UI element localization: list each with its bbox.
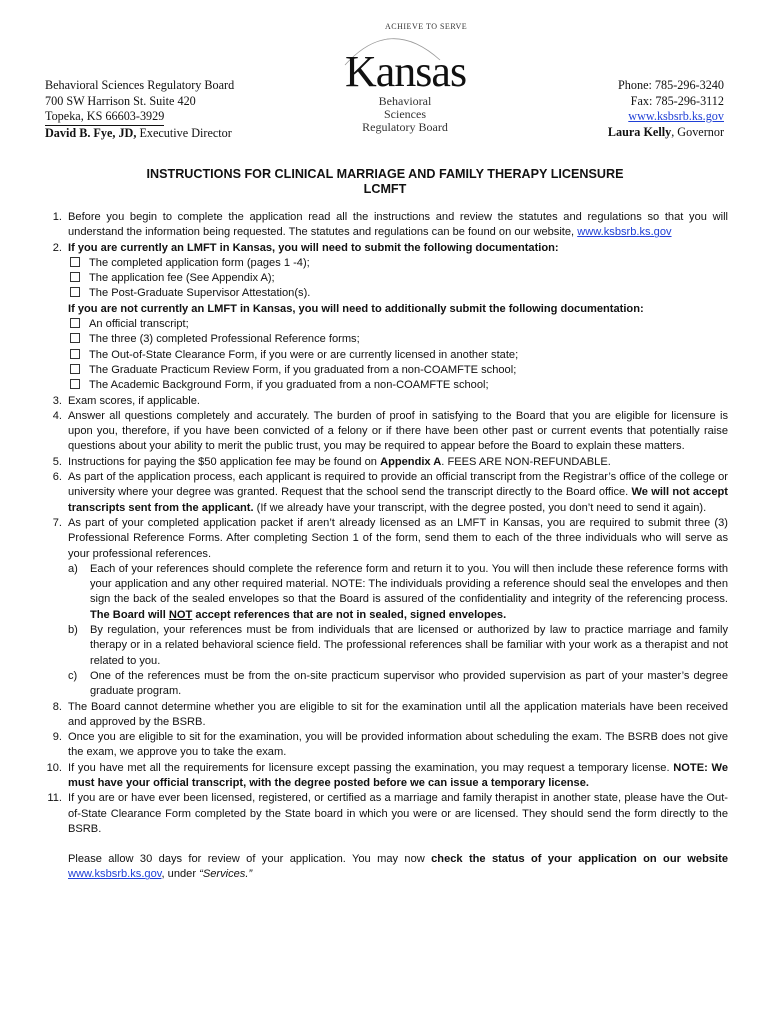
- checkbox-icon: [70, 272, 80, 282]
- director-line: [45, 126, 234, 142]
- logo-motto: ACHIEVE TO SERVE: [385, 22, 468, 31]
- checklist-item: The Academic Background Form, if you graduated from a non-COAMFTE school;: [68, 378, 728, 393]
- instruction-item-9: 9. Once you are eligible to sit for the examination, you will be provided information about scheduling the exam. The BSRB does not give the exam, we approve you to take the exam.: [52, 731, 728, 759]
- document-title: INSTRUCTIONS FOR CLINICAL MARRIAGE AND FAMILY THERAPY LICENSURE LCMFT: [146, 167, 624, 196]
- sub-item-b: b) By regulation, your references must be from individuals that are licensed or authorized by law to practice marriage and family therapy or in a related behavioral science field. The professional references shall be familiar with your work as a therapist and not related to you.: [68, 624, 728, 667]
- checklist-item: The Out-of-State Clearance Form, if you were or are currently licensed in another state;: [68, 348, 728, 363]
- checkbox-icon: [70, 287, 80, 297]
- instruction-item-2: 2. If you are currently an LMFT in Kansas, you will need to submit the following documentation: The completed application form (pages 1 -4); The application fee (See Appendix A); The Post-Graduate Supervisor Attestation(s). If you are not currently an LMFT in Kansas, you will need to additionally submit the following documentation: An official transcript; The three (3) completed Professional Reference forms; The Out-of-State Clearance Form, if you were or are currently licensed in another state; The Graduate Practicum Review Form, if you graduated from a non-COAMFTE school; The Academic Background Form, if you graduated from a non-COAMFTE school;: [40, 241, 728, 394]
- checkbox-icon: [70, 318, 80, 328]
- instruction-item-8: 8. The Board cannot determine whether you are eligible to sit for the examination until all the application materials have been received and approved by the BSRB.: [52, 700, 728, 728]
- fax: Fax: 785-296-3112: [630, 93, 724, 108]
- governor-line: [608, 125, 724, 141]
- checkbox-icon: [70, 364, 80, 374]
- sub-item-c: c) One of the references must be from the on-site practicum supervisor who provided supervision as part of your master’s degree graduate program.: [68, 669, 728, 698]
- city-address: Topeka, KS 66603-3929: [45, 109, 234, 126]
- checklist-item: An official transcript;: [68, 317, 728, 332]
- closing-paragraph: Please allow 30 days for review of your application. You may now check the status of your application on our website www.ksbsrb.ks.gov, under “Services.”: [68, 853, 728, 881]
- letterhead: [0, 0, 770, 150]
- item-2-heading: If you are currently an LMFT in Kansas, you will need to submit the following documentation:: [68, 241, 559, 254]
- street-address: 700 SW Harrison St. Suite 420: [45, 93, 196, 108]
- kansas-bsrb-logo: [300, 20, 480, 134]
- checklist-item: The completed application form (pages 1 -4);: [68, 256, 728, 271]
- website-link-inline[interactable]: www.ksbsrb.ks.gov: [577, 226, 672, 239]
- board-address: [45, 78, 234, 141]
- checklist-item: The three (3) completed Professional Reference forms;: [68, 332, 728, 347]
- website-link[interactable]: www.ksbsrb.ks.gov: [628, 109, 724, 123]
- director-name: David B. Fye, JD,: [45, 125, 137, 140]
- checkbox-icon: [70, 257, 80, 267]
- status-website-link[interactable]: www.ksbsrb.ks.gov: [68, 868, 162, 881]
- item-2-heading-additional: If you are not currently an LMFT in Kansas, you will need to additionally submit the following documentation:: [68, 302, 644, 315]
- instruction-item-4: 4. Answer all questions completely and accurately. The burden of proof in satisfying to the Board that you are eligible for licensure is upon you, therefore, if you have been convicted of a felony or if there have been other past or current events that potentially raise questions about your ability to merit the public trust, you may be required to appear before the Board to explain these matters.: [52, 409, 728, 453]
- checklist-item: The Post-Graduate Supervisor Attestation(s).: [68, 286, 728, 301]
- instruction-item-10: 10. If you have met all the requirements for licensure except passing the examination, you may request a temporary license. NOTE: We must have your official transcript, with the degree posted before we can issue a temporary license.: [46, 761, 728, 789]
- director-title: Executive Director: [136, 125, 232, 140]
- governor-title: , Governor: [671, 124, 724, 139]
- phone: Phone: 785-296-3240: [618, 78, 724, 92]
- checklist-item: The Graduate Practicum Review Form, if you graduated from a non-COAMFTE school;: [68, 363, 728, 378]
- board-name: Behavioral Sciences Regulatory Board: [45, 78, 235, 92]
- instruction-item-6: 6. As part of the application process, each applicant is required to provide an official transcript from the Registrar’s office of the college or university where your degree was granted. Request that the school send the transcript directly to the Board office. We will not accept transcripts sent from the applicant. (If we already have your transcript, with the degree posted, you don’t need to send it again).: [52, 471, 728, 514]
- logo-subtitle: Behavioral Sciences Regulatory Board: [362, 94, 448, 134]
- instruction-item-3: 3. Exam scores, if applicable.: [52, 394, 200, 407]
- checkbox-icon: [70, 379, 80, 389]
- governor-name: Laura Kelly: [607, 124, 672, 139]
- sub-item-a: a) Each of your references should complete the reference form and return it to you. You will then include these reference forms with your application and any other required material. NOTE: The individuals providing a reference should seal the envelopes and then sign the back of the sealed envelopes so that the Board is assured of the confidentiality and integrity of the referencing process. The Board will NOT accept references that are not in sealed, signed envelopes.: [68, 562, 728, 621]
- logo-wordmark: Kansas: [345, 47, 467, 96]
- checkbox-icon: [70, 333, 80, 343]
- instruction-item-11: 11. If you are or have ever been licensed, registered, or certified as a marriage and family therapist in another state, please have the Out-of-State Clearance Form completed by the State board in which you were or are licensed. They should send the form directly to the BSRB.: [47, 792, 728, 835]
- instructions-list: [40, 210, 728, 883]
- instruction-item-1: 1. Before you begin to complete the application read all the instructions and review the statutes and regulations so that you will understand the information being requested. The statutes and regulations can be found on our website, www.ksbsrb.ks.gov: [52, 211, 728, 239]
- checklist-item: The application fee (See Appendix A);: [68, 271, 728, 286]
- instruction-item-7: 7. As part of your completed application packet if aren’t already licensed as an LMFT in Kansas, you are required to submit three (3) Professional Reference Forms. After completing Section 1 of the form, send them to each of the three individuals who will serve as your professional references. a) Each of your references should complete the reference form and return it to you. You will then include these reference forms with your application and any other required material. NOTE: The individuals providing a reference should seal the envelopes and then sign the back of the sealed envelopes so that the Board is assured of the confidentiality and integrity of the referencing process. The Board will NOT accept references that are not in sealed, signed envelopes. b) By regulation, your references must be from individuals that are licensed or authorized by law to practice marriage and family therapy or in a related behavioral science field. The professional references shall be familiar with your work as a therapist and not related to you. c) One of the references must be from the on-site practicum supervisor who provided supervision as part of your master’s degree graduate program.: [40, 516, 728, 700]
- checkbox-icon: [70, 349, 80, 359]
- board-contact: [608, 78, 724, 140]
- instruction-item-5: 5. Instructions for paying the $50 application fee may be found on Appendix A. FEES ARE NON-REFUNDABLE.: [52, 455, 611, 468]
